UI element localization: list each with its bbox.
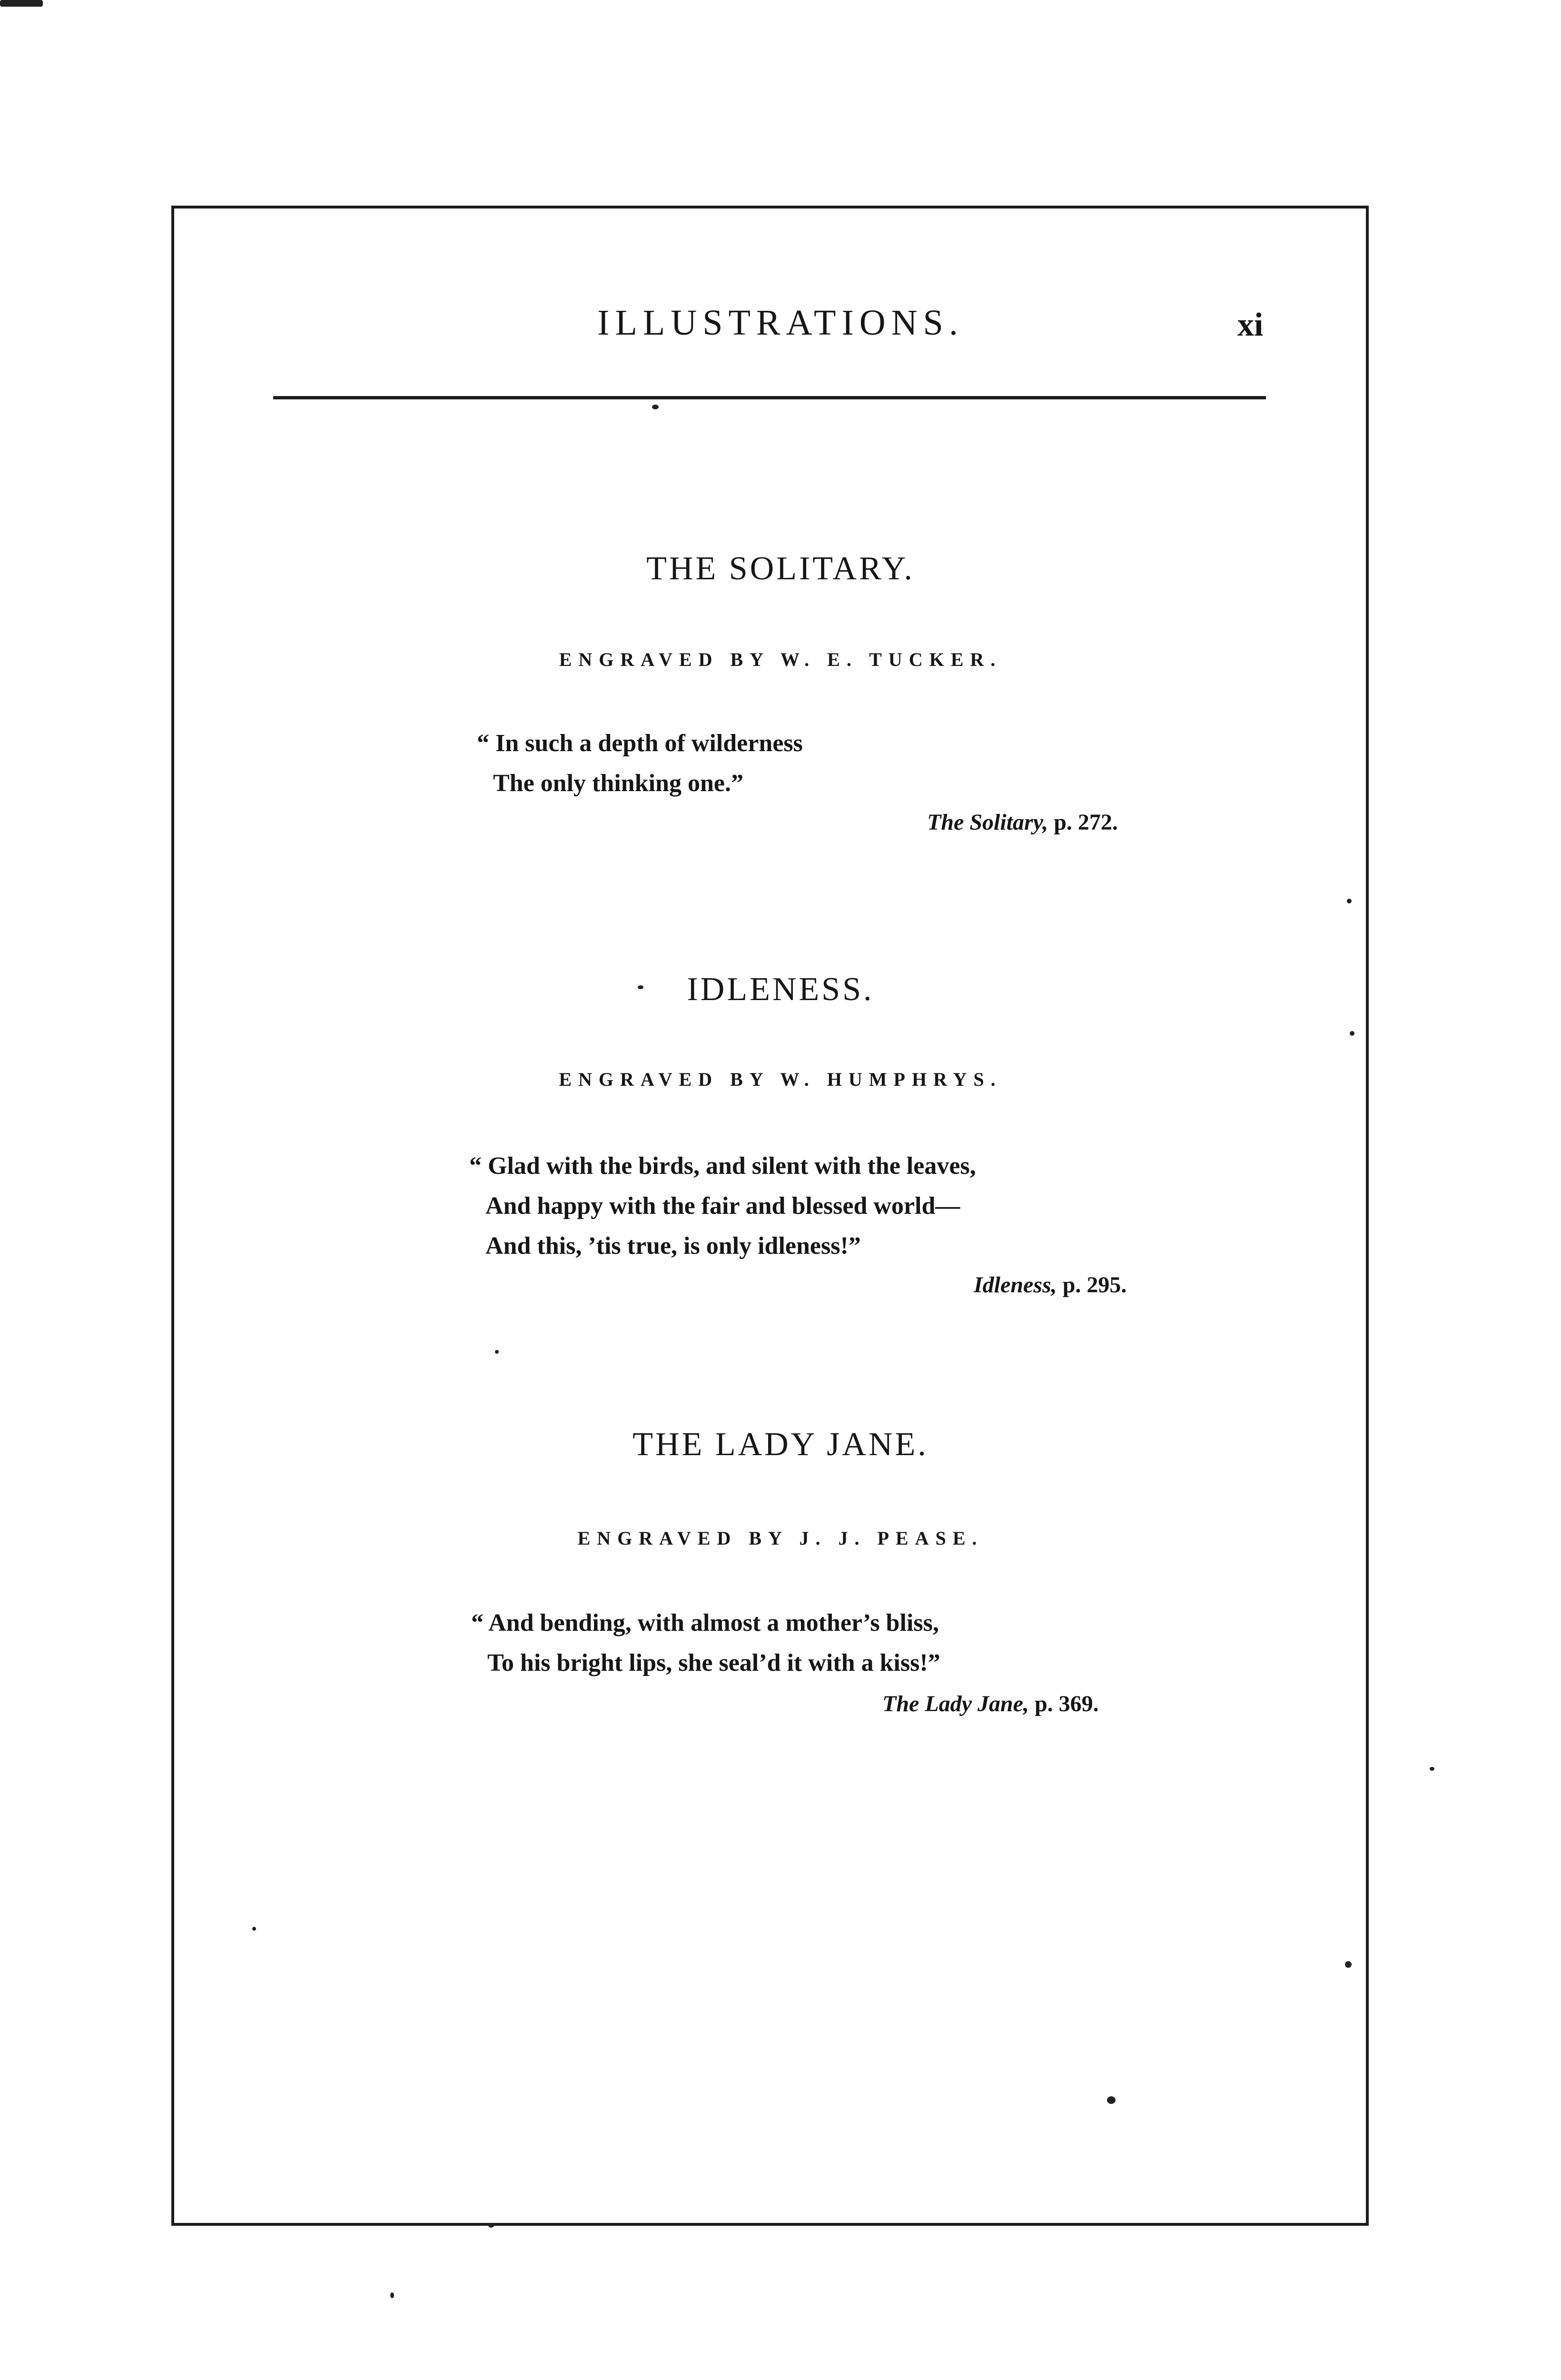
scan-speck <box>252 1927 256 1931</box>
scan-speck <box>390 2292 394 2298</box>
citation-page: p. 295. <box>1062 1272 1127 1298</box>
engraver-credit: ENGRAVED BY J. J. PEASE. <box>577 1527 984 1549</box>
scan-speck <box>0 0 43 7</box>
citation-page: p. 369. <box>1034 1691 1099 1716</box>
verse-line: And happy with the fair and blessed world— <box>485 1192 960 1220</box>
engraver-credit: ENGRAVED BY W. E. TUCKER. <box>559 649 1002 670</box>
scan-speck <box>1430 1767 1434 1771</box>
verse-line: The only thinking one.” <box>493 770 743 797</box>
page-number: xi <box>1237 307 1264 343</box>
citation-page: p. 272. <box>1054 810 1118 835</box>
scan-speck <box>488 2223 494 2228</box>
verse-line: “ And bending, with almost a mother’s bliss, <box>471 1609 939 1636</box>
citation-work: The Solitary, <box>927 810 1048 835</box>
engraver-credit: ENGRAVED BY W. HUMPHRYS. <box>559 1069 1002 1090</box>
verse-line: “ In such a depth of wilderness <box>477 730 803 757</box>
source-citation <box>974 1274 1126 1297</box>
verse-quote <box>469 1146 976 1266</box>
verse-line: And this, ’tis true, is only idleness!” <box>485 1232 861 1259</box>
scan-speck <box>1347 899 1352 903</box>
verse-line: To his bright lips, she seal’d it with a kiss!” <box>487 1649 940 1676</box>
scan-speck <box>652 405 659 409</box>
scan-speck <box>1345 1961 1352 1968</box>
citation-work: The Lady Jane, <box>882 1691 1029 1716</box>
running-head: ILLUSTRATIONS. <box>597 303 964 343</box>
verse-quote <box>477 724 803 803</box>
verse-quote <box>471 1603 940 1683</box>
illustration-title: THE SOLITARY. <box>646 550 915 587</box>
scan-speck <box>638 985 643 989</box>
source-citation <box>927 811 1118 834</box>
illustration-title: THE LADY JANE. <box>632 1426 929 1463</box>
scan-speck <box>1107 2096 1116 2104</box>
scan-speck <box>495 1350 499 1354</box>
citation-work: Idleness, <box>974 1272 1057 1298</box>
verse-line: “ Glad with the birds, and silent with the leaves, <box>469 1152 976 1180</box>
source-citation <box>882 1693 1099 1716</box>
header-rule <box>273 396 1266 399</box>
illustration-title: IDLENESS. <box>687 971 874 1008</box>
scan-speck <box>1350 1031 1354 1036</box>
